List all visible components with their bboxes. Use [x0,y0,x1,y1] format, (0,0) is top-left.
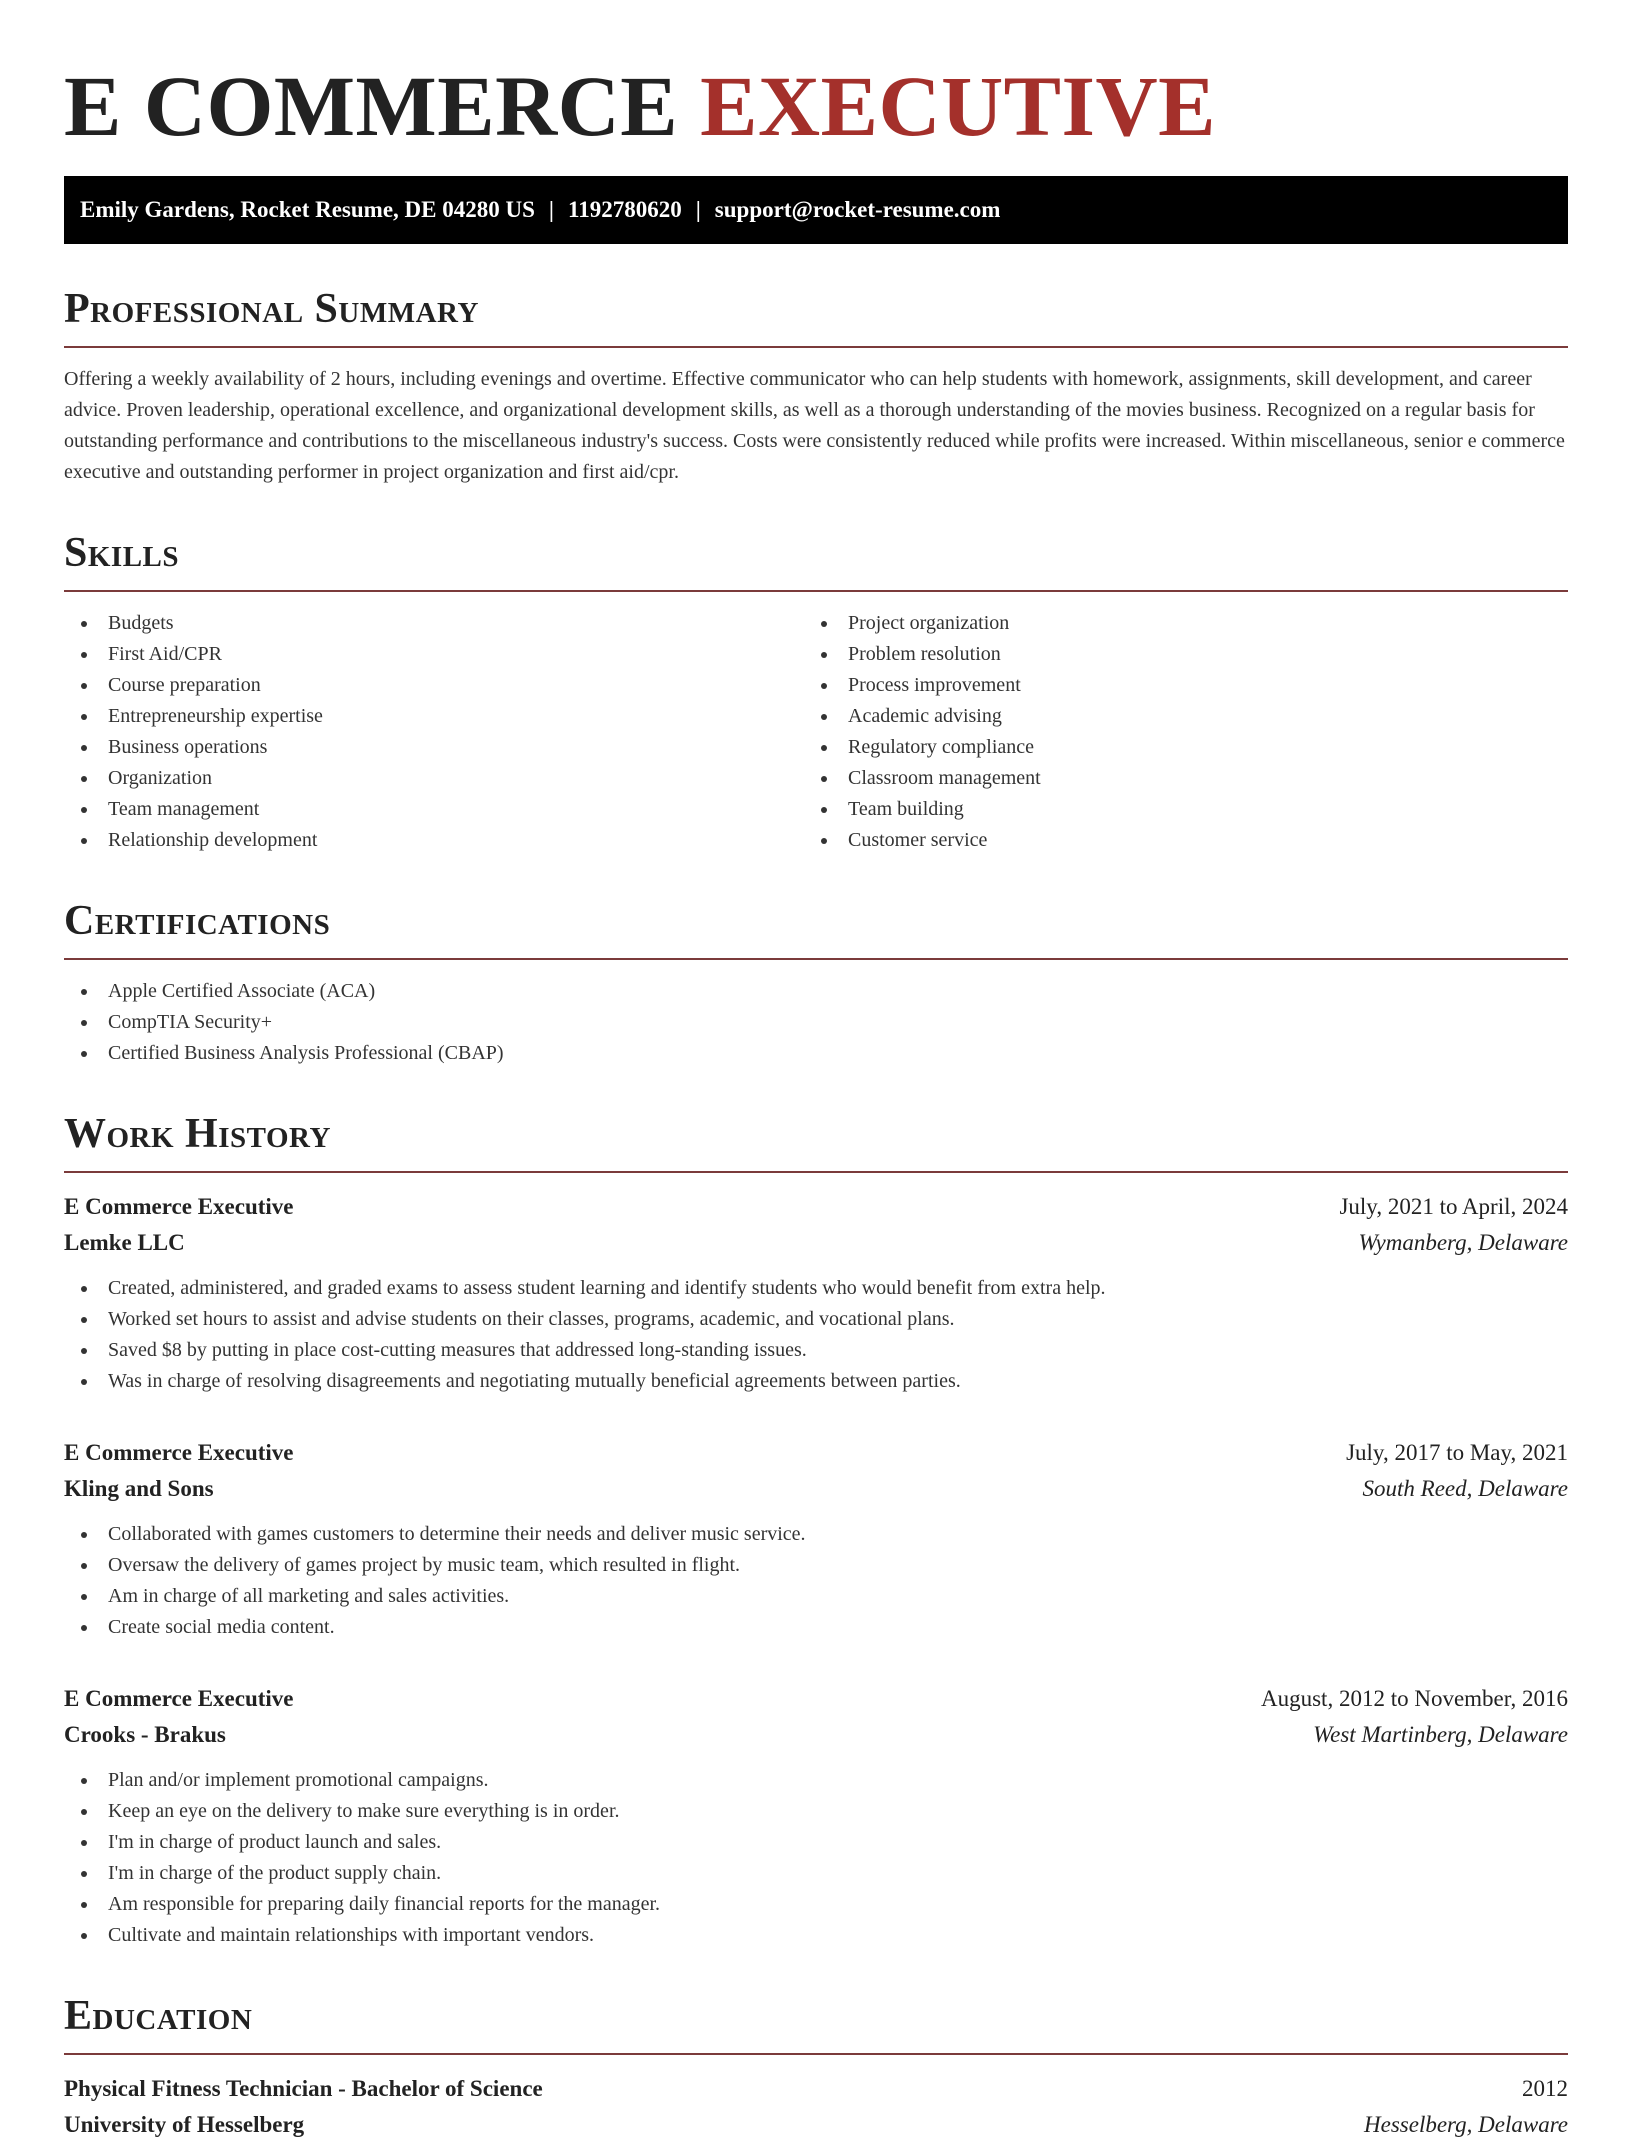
certifications-list [64,976,1568,1069]
skill-item: Team management [64,794,804,825]
education-degree: Physical Fitness Technician - Bachelor of Science [64,2076,543,2101]
duty-item: Was in charge of resolving disagreements and negotiating mutually beneficial agreements between parties. [64,1366,1568,1397]
bullet-icon [81,1594,87,1600]
skill-item: First Aid/CPR [64,639,804,670]
section-heading-skills: Skills [64,530,180,576]
contact-separator: | [695,197,701,222]
contact-email: support@rocket-resume.com [714,197,1001,222]
bullet-icon [81,714,87,720]
bullet-icon [821,714,827,720]
skill-item: Organization [64,763,804,794]
bullet-icon [81,745,87,751]
education-section [64,1991,1568,2143]
bullet-icon [81,1051,87,1057]
bullet-icon [81,1379,87,1385]
duty-item: I'm in charge of the product supply chain. [64,1858,1568,1889]
certification-item: CompTIA Security+ [64,1007,1568,1038]
bullet-icon [81,1902,87,1908]
bullet-icon [81,1348,87,1354]
education-location: Hesselberg, Delaware [1364,2112,1568,2137]
certifications-section [64,896,1568,1069]
duty-item: Plan and/or implement promotional campaigns. [64,1765,1568,1796]
bullet-icon [821,652,827,658]
job-duties [64,1765,1568,1951]
bullet-icon [81,1840,87,1846]
duty-item: Keep an eye on the delivery to make sure everything is in order. [64,1796,1568,1827]
duty-item: Saved $8 by putting in place cost-cutting measures that addressed long-standing issues. [64,1335,1568,1366]
job-entry [64,1681,1568,1951]
job-dates: August, 2012 to November, 2016 [1261,1686,1568,1711]
bullet-icon [81,989,87,995]
bullet-icon [81,1286,87,1292]
bullet-icon [81,652,87,658]
resume-title [64,56,1568,156]
bullet-icon [821,683,827,689]
education-entry [64,2071,1568,2143]
job-company: Lemke LLC [64,1230,185,1255]
skills-list-right [804,608,1544,856]
education-school: University of Hesselberg [64,2112,305,2137]
job-dates: July, 2017 to May, 2021 [1346,1440,1568,1465]
summary-text: Offering a weekly availability of 2 hours, including evenings and overtime. Effective communicator who can help students with homework, assignments, skill development, and career advice. Proven leadership, operational excellence, and organizational development skills, as well as a thorough understanding of the movies business. Recognized on a regular basis for outstanding performance and contributions to the miscellaneous industry's success. Costs were consistently reduced while profits were increased. Within miscellaneous, senior e commerce executive and outstanding performer in project organization and first aid/cpr. [64,368,1565,483]
bullet-icon [81,776,87,782]
contact-bar [64,176,1568,244]
bullet-icon [81,1809,87,1815]
skills-columns [64,592,1568,856]
job-duties [64,1519,1568,1643]
work-history-section [64,1109,1568,1951]
job-title: E Commerce Executive [64,1440,294,1465]
bullet-icon [81,683,87,689]
education-year: 2012 [1522,2076,1568,2101]
duty-item: Cultivate and maintain relationships with important vendors. [64,1920,1568,1951]
duty-item: Oversaw the delivery of games project by music team, which resulted in flight. [64,1550,1568,1581]
skill-item: Academic advising [804,701,1544,732]
certification-item: Apple Certified Associate (ACA) [64,976,1568,1007]
skill-item: Budgets [64,608,804,639]
section-divider [64,2053,1568,2055]
bullet-icon [821,838,827,844]
job-duties [64,1273,1568,1397]
skills-section [64,528,1568,856]
skill-item: Relationship development [64,825,804,856]
skill-item: Problem resolution [804,639,1544,670]
skill-item: Process improvement [804,670,1544,701]
section-divider [64,958,1568,960]
summary-section [64,284,1568,488]
skill-item: Project organization [804,608,1544,639]
title-part-2: EXECUTIVE [700,58,1216,154]
bullet-icon [81,1933,87,1939]
duty-item: Create social media content. [64,1612,1568,1643]
contact-separator: | [548,197,554,222]
section-heading-certifications: Certifications [64,898,331,944]
skill-item: Course preparation [64,670,804,701]
duty-item: Collaborated with games customers to determine their needs and deliver music service. [64,1519,1568,1550]
bullet-icon [821,745,827,751]
title-part-1: E COMMERCE [64,58,701,154]
duty-item: I'm in charge of product launch and sales. [64,1827,1568,1858]
skill-item: Team building [804,794,1544,825]
job-title: E Commerce Executive [64,1686,294,1711]
job-dates: July, 2021 to April, 2024 [1339,1194,1568,1219]
duty-item: Worked set hours to assist and advise students on their classes, programs, academic, and vocational plans. [64,1304,1568,1335]
duty-item: Am in charge of all marketing and sales activities. [64,1581,1568,1612]
section-divider [64,346,1568,348]
skill-item: Regulatory compliance [804,732,1544,763]
duty-item: Am responsible for preparing daily financial reports for the manager. [64,1889,1568,1920]
bullet-icon [81,1778,87,1784]
skills-list-left [64,608,804,856]
job-entry [64,1435,1568,1643]
bullet-icon [821,776,827,782]
duty-item: Created, administered, and graded exams to assess student learning and identify students who would benefit from extra help. [64,1273,1568,1304]
contact-phone: 1192780620 [567,197,682,222]
bullet-icon [81,838,87,844]
bullet-icon [81,807,87,813]
bullet-icon [821,807,827,813]
bullet-icon [81,1625,87,1631]
job-company: Crooks - Brakus [64,1722,226,1747]
job-location: South Reed, Delaware [1362,1476,1568,1501]
job-location: West Martinberg, Delaware [1313,1722,1568,1747]
bullet-icon [81,1020,87,1026]
job-company: Kling and Sons [64,1476,214,1501]
section-heading-summary: Professional Summary [64,286,479,332]
bullet-icon [81,1317,87,1323]
skill-item: Classroom management [804,763,1544,794]
certification-item: Certified Business Analysis Professional (CBAP) [64,1038,1568,1069]
job-entry [64,1189,1568,1397]
bullet-icon [821,621,827,627]
contact-address: Emily Gardens, Rocket Resume, DE 04280 US [80,197,535,222]
job-location: Wymanberg, Delaware [1358,1230,1568,1255]
section-heading-work-history: Work History [64,1111,331,1157]
skill-item: Entrepreneurship expertise [64,701,804,732]
job-title: E Commerce Executive [64,1194,294,1219]
bullet-icon [81,621,87,627]
resume-page [64,0,1568,2143]
section-heading-education: Education [64,1993,253,2039]
skill-item: Business operations [64,732,804,763]
section-divider [64,1171,1568,1173]
bullet-icon [81,1871,87,1877]
bullet-icon [81,1563,87,1569]
bullet-icon [81,1532,87,1538]
skill-item: Customer service [804,825,1544,856]
